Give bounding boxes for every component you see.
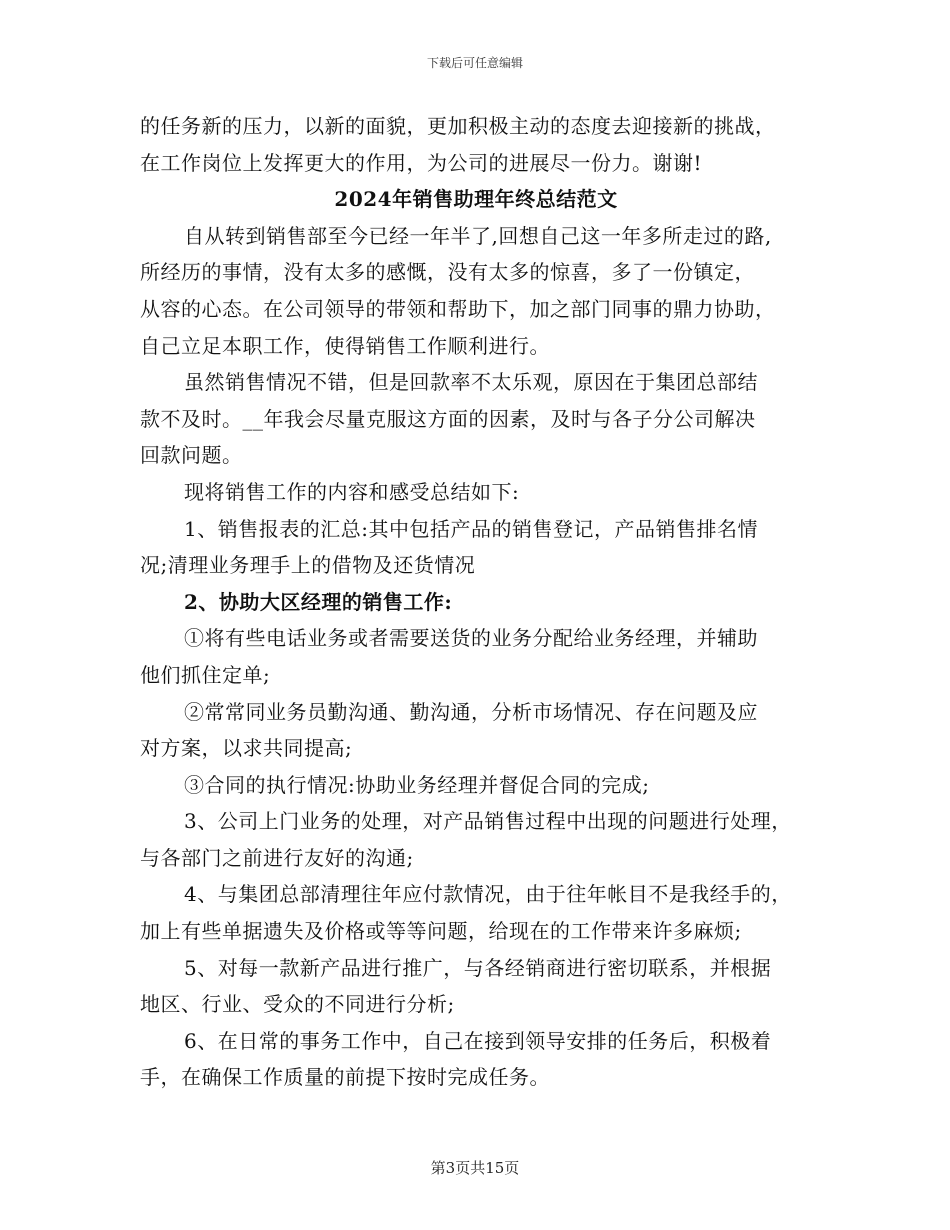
- document-title: 2024年销售助理年终总结范文: [334, 187, 618, 212]
- page-header: 下载后可任意编辑: [426, 56, 523, 70]
- page-number: 第3页共15页: [430, 1159, 520, 1177]
- list-item-continuation: 对方案，以求共同提高;: [140, 736, 353, 761]
- list-item-continuation: 与各部门之前进行友好的沟通;: [140, 845, 414, 870]
- list-item: 1、销售报表的汇总:其中包括产品的销售登记，产品销售排名情: [184, 516, 758, 541]
- list-item: ①将有些电话业务或者需要送货的业务分配给业务经理，并辅助: [184, 626, 758, 651]
- paragraph-line: 款不及时。__年我会尽量克服这方面的因素，及时与各子分公司解决: [140, 406, 756, 431]
- list-item-continuation: 况;清理业务理手上的借物及还货情况: [140, 553, 476, 578]
- list-item: 3、公司上门业务的处理，对产品销售过程中出现的问题进行处理，: [184, 809, 792, 834]
- paragraph-line: 现将销售工作的内容和感受总结如下:: [184, 479, 520, 504]
- paragraph-line: 所经历的事情，没有太多的感慨，没有太多的惊喜，多了一份镇定，: [140, 260, 755, 285]
- list-item: ③合同的执行情况:协助业务经理并督促合同的完成;: [184, 772, 650, 797]
- list-item-continuation: 他们抓住定单;: [140, 662, 271, 687]
- paragraph-line: 虽然销售情况不错，但是回款率不太乐观，原因在于集团总部结: [184, 370, 758, 395]
- section-heading: 2、协助大区经理的销售工作:: [184, 589, 453, 614]
- paragraph-line: 从容的心态。在公司领导的带领和帮助下，加之部门同事的鼎力协助，: [140, 296, 776, 321]
- list-item-continuation: 手，在确保工作质量的前提下按时完成任务。: [140, 1065, 550, 1090]
- list-item: 4、与集团总部清理往年应付款情况，由于往年帐目不是我经手的，: [184, 882, 792, 907]
- paragraph-line: 在工作岗位上发挥更大的作用，为公司的进展尽一份力。谢谢!: [140, 150, 703, 175]
- list-item: ②常常同业务员勤沟通、勤沟通，分析市场情况、存在问题及应: [184, 699, 758, 724]
- paragraph-line: 的任务新的压力，以新的面貌，更加积极主动的态度去迎接新的挑战，: [140, 114, 776, 138]
- paragraph-line: 自从转到销售部至今已经一年半了,回想自己这一年多所走过的路,: [184, 223, 772, 248]
- list-item: 6、在日常的事务工作中，自己在接到领导安排的任务后，积极着: [184, 1028, 772, 1053]
- paragraph-line: 回款问题。: [140, 443, 243, 468]
- list-item: 5、对每一款新产品进行推广，与各经销商进行密切联系，并根据: [184, 955, 772, 980]
- list-item-continuation: 加上有些单据遗失及价格或等等问题，给现在的工作带来许多麻烦;: [140, 919, 742, 944]
- list-item-continuation: 地区、行业、受众的不同进行分析;: [140, 992, 455, 1017]
- document-body: [140, 108, 812, 1096]
- paragraph-line: 自己立足本职工作，使得销售工作顺利进行。: [140, 333, 550, 358]
